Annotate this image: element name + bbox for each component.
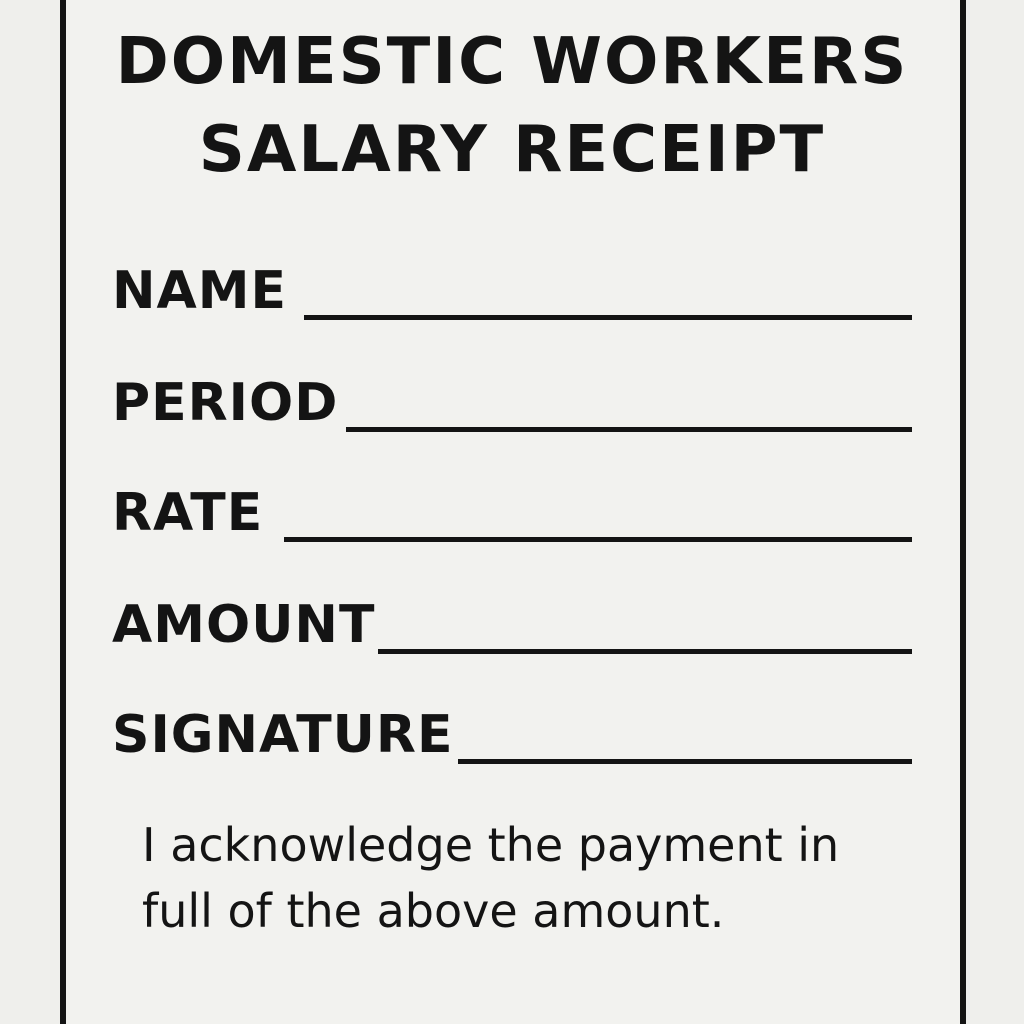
name-label: NAME [112, 261, 288, 321]
signature-fill-line[interactable] [458, 759, 912, 764]
rate-label: RATE [112, 483, 264, 543]
signature-field[interactable] [112, 700, 912, 770]
name-field[interactable] [112, 256, 912, 326]
period-field[interactable] [112, 368, 912, 438]
acknowledgement-line-2: full of the above amount. [142, 884, 725, 938]
amount-fill-line[interactable] [378, 649, 912, 654]
name-fill-line[interactable] [304, 315, 912, 320]
signature-label: SIGNATURE [112, 705, 454, 765]
amount-field[interactable] [112, 590, 912, 660]
title-line-2: SALARY RECEIPT [198, 113, 826, 187]
acknowledgement-text [142, 812, 902, 944]
amount-label: AMOUNT [112, 595, 376, 655]
rate-fill-line[interactable] [284, 537, 912, 542]
rate-field[interactable] [112, 478, 912, 548]
period-fill-line[interactable] [346, 427, 912, 432]
receipt-title [0, 18, 1024, 194]
acknowledgement-line-1: I acknowledge the payment in [142, 818, 840, 872]
title-line-1: DOMESTIC WORKERS [115, 25, 909, 99]
period-label: PERIOD [112, 373, 339, 433]
